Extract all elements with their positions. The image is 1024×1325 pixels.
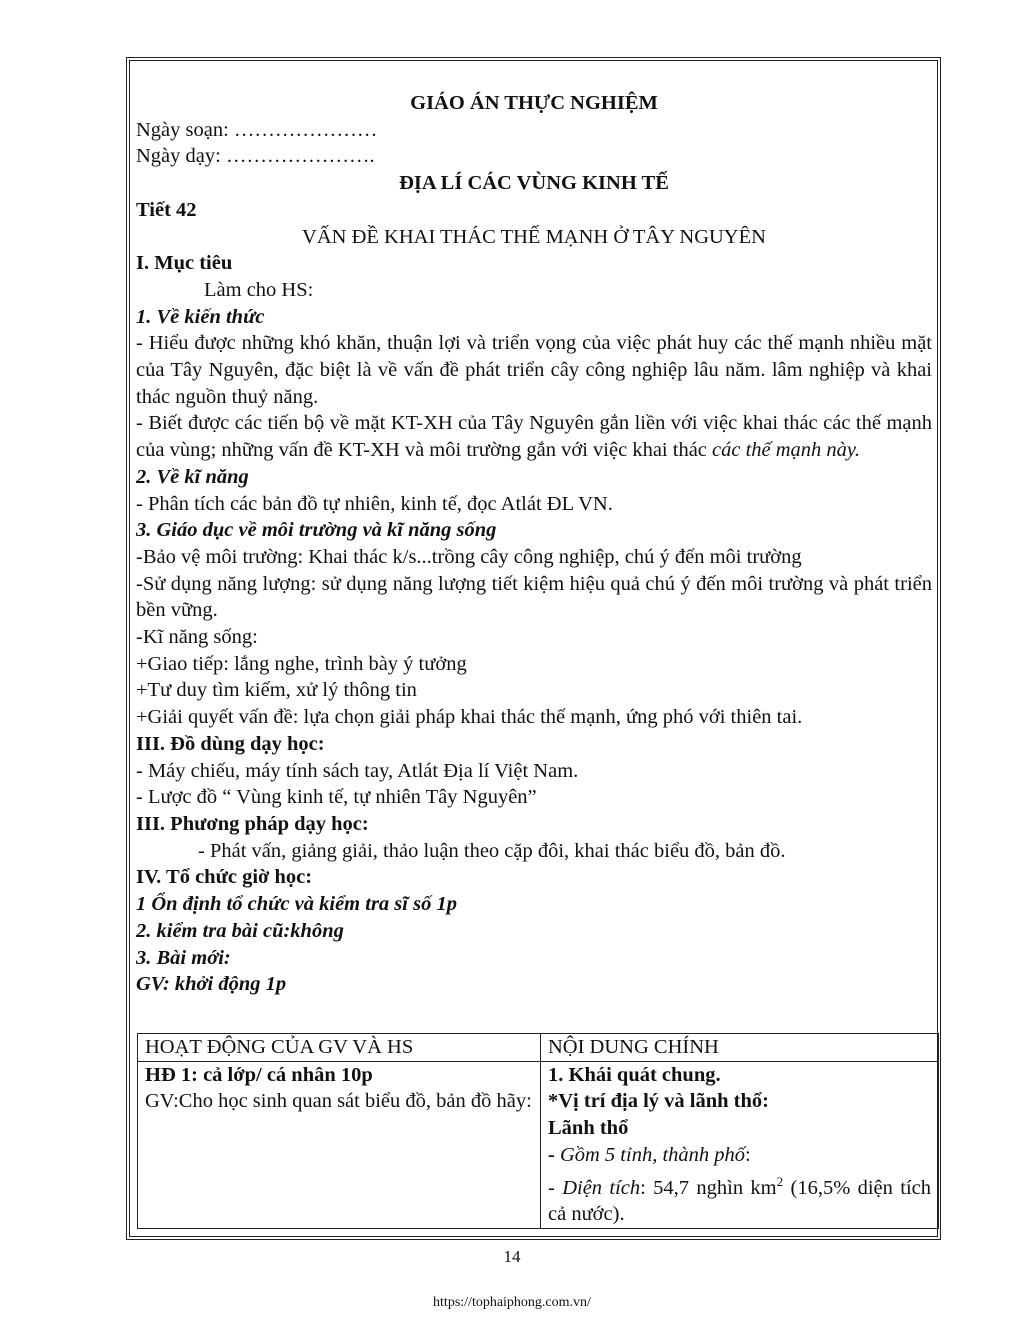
- organization-heading: IV. Tổ chức giờ học:: [136, 866, 313, 889]
- area-label: Diện tích: [562, 1176, 641, 1199]
- education-heading: 3. Giáo dục về môi trường và kĩ năng sống: [136, 519, 497, 542]
- header-main-content: NỘI DUNG CHÍNH: [541, 1034, 939, 1062]
- lesson-plan-body: [136, 90, 932, 998]
- content-territory-label: Lãnh thổ: [548, 1117, 629, 1140]
- skills-heading: 2. Về kĩ năng: [136, 465, 249, 488]
- preparation-date: Ngày soạn: …………………: [136, 118, 378, 141]
- education-point-5: +Tư duy tìm kiếm, xử lý thông tin: [136, 679, 417, 702]
- materials-point-2: - Lược đồ “ Vùng kinh tế, tự nhiên Tây Nguyên”: [136, 786, 537, 809]
- skills-point-1: - Phân tích các bản đồ tự nhiên, kinh tế, đọc Atlát ĐL VN.: [136, 492, 613, 515]
- knowledge-heading: 1. Về kiến thức: [136, 305, 265, 328]
- content-area: [548, 1169, 931, 1228]
- area-value: : 54,7 nghìn km: [640, 1176, 777, 1199]
- area-dash: -: [548, 1176, 563, 1199]
- content-heading: 1. Khái quát chung.: [548, 1063, 721, 1086]
- objectives-heading: I. Mục tiêu: [136, 252, 233, 275]
- provinces-dash: -: [548, 1143, 560, 1166]
- content-subheading: *Vị trí địa lý và lãnh thổ:: [548, 1090, 769, 1113]
- knowledge-point-1: - Hiểu được những khó khăn, thuận lợi và triển vọng của việc phát huy các thế mạnh nhiều mặt của Tây Nguyên, đặc biệt là về vấn đề phát triển cây công nghiệp lâu năm. lâm nghiệp và khai thác nguồn thuỷ năng.: [136, 332, 932, 408]
- education-point-1: -Bảo vệ môi trường: Khai thác k/s...trồng cây công nghiệp, chú ý đến môi trường: [136, 545, 802, 568]
- knowledge-point-2-italic: các thế mạnh này.: [712, 439, 861, 462]
- organization-step-3: 3. Bài mới:: [136, 946, 231, 969]
- materials-heading: III. Đồ dùng dạy học:: [136, 732, 325, 755]
- provinces-colon: :: [745, 1143, 751, 1166]
- header-activities: HOẠT ĐỘNG CỦA GV VÀ HS: [138, 1034, 541, 1062]
- activity-instruction: GV:Cho học sinh quan sát biểu đồ, bản đồ hãy:: [145, 1090, 532, 1113]
- provinces-text: Gồm 5 tỉnh, thành phố: [559, 1143, 746, 1166]
- content-cell: [541, 1061, 939, 1228]
- activity-cell: [138, 1061, 541, 1228]
- table-header-row: [138, 1034, 939, 1062]
- knowledge-point-2: [136, 410, 932, 463]
- organization-step-1: 1 Ổn định tổ chức và kiểm tra sĩ số 1p: [136, 893, 457, 916]
- document-title: GIÁO ÁN THỰC NGHIỆM: [410, 92, 658, 114]
- knowledge-point-2-text: - Biết được các tiến bộ về mặt KT-XH của Tây Nguyên gắn liền với việc khai thác các thế mạnh của vùng; những vấn đề KT-XH và môi trường gắn với việc khai thác: [136, 412, 932, 462]
- content-provinces: [548, 1142, 931, 1169]
- page-number: 14: [503, 1247, 521, 1266]
- methods-heading: III. Phương pháp dạy học:: [136, 812, 369, 835]
- period-label: Tiết 42: [136, 198, 197, 221]
- education-point-2: -Sử dụng năng lượng: sử dụng năng lượng tiết kiệm hiệu quả chú ý đến môi trường và phát triển bền vững.: [136, 572, 932, 622]
- materials-point-1: - Máy chiếu, máy tính sách tay, Atlát Địa lí Việt Nam.: [136, 759, 579, 782]
- activity-table: [137, 1033, 939, 1229]
- subject-heading: ĐỊA LÍ CÁC VÙNG KINH TẾ: [399, 172, 669, 195]
- source-url: https://tophaiphong.com.vn/: [433, 1295, 591, 1310]
- organization-step-4: GV: khởi động 1p: [136, 973, 287, 996]
- methods-point-1: - Phát vấn, giảng giải, thảo luận theo cặp đôi, khai thác biểu đồ, bản đồ.: [198, 839, 786, 862]
- education-point-6: +Giải quyết vấn đề: lựa chọn giải pháp khai thác thế mạnh, ứng phó với thiên tai.: [136, 706, 803, 729]
- objectives-intro: Làm cho HS:: [204, 278, 314, 301]
- table-row: [138, 1061, 939, 1228]
- education-point-4: +Giao tiếp: lắng nghe, trình bày ý tưởng: [136, 652, 467, 675]
- area-share: (16,5% diện tích cả nước).: [548, 1176, 931, 1226]
- activity-title: HĐ 1: cả lớp/ cá nhân 10p: [145, 1063, 373, 1086]
- lesson-title: VẤN ĐỀ KHAI THÁC THẾ MẠNH Ở TÂY NGUYÊN: [302, 225, 766, 248]
- organization-step-2: 2. kiểm tra bài cũ:không: [136, 919, 344, 942]
- education-point-3: -Kĩ năng sống:: [136, 626, 258, 649]
- area-superscript: 2: [776, 1173, 784, 1189]
- teaching-date: Ngày dạy: ………………….: [136, 145, 375, 168]
